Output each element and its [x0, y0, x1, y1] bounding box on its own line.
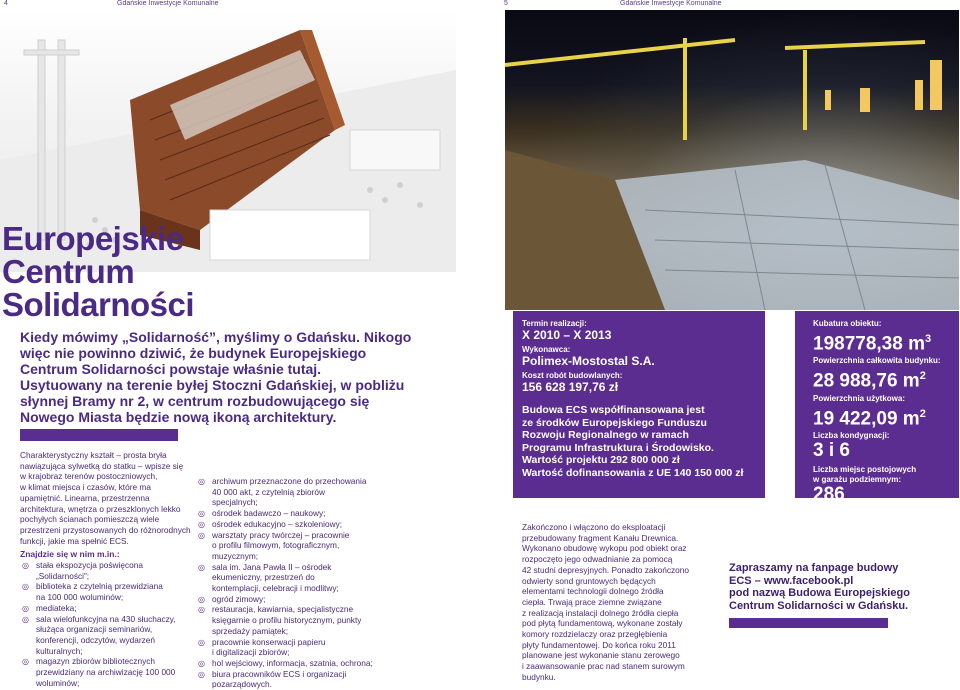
- lead-line: Nowego Miasta będzie nową ikoną architektury.: [20, 409, 337, 425]
- item-line: kontemplacji, celebracji i modlitwy;: [212, 583, 339, 594]
- lead-paragraph: [20, 329, 440, 425]
- fanpage-line: Zapraszamy na fanpage budowy: [729, 562, 899, 574]
- lead-line: więc nie powinno dziwić, że budynek Europejskiego: [20, 345, 367, 361]
- bullet-icon: ◎: [198, 519, 205, 529]
- text-line: z realizacją instalacji dolnego źródła ciepła: [522, 607, 679, 618]
- text-line: pochyłych ścianach pomieszczą wiele: [20, 514, 160, 525]
- bullet-icon: ◎: [198, 477, 205, 486]
- bullet-icon: ◎: [198, 637, 205, 647]
- bullet-icon: ◎: [198, 530, 205, 540]
- item-line: na 100 000 woluminów;: [36, 592, 124, 603]
- features-heading: Znajdzie się w nim m.in.:: [20, 549, 120, 559]
- text-line: w klimat miejsca i czasów, które ma: [20, 482, 151, 493]
- bullet-icon: ◎: [198, 658, 205, 668]
- list-item: [196, 604, 406, 636]
- item-line: stała ekspozycja poświęcona: [36, 560, 143, 570]
- text-line: elementami technologii dolnego źródła: [522, 586, 664, 597]
- list-item: [196, 658, 406, 669]
- item-line: mediateka;: [36, 602, 77, 613]
- list-item: [20, 560, 205, 581]
- bullet-icon: ◎: [22, 603, 29, 613]
- lead-line: Kiedy mówimy „Solidarność”, myślimy o Gdańsku. Nikogo: [20, 329, 412, 345]
- text-line: funkcji, jakie ma spełnić ECS.: [20, 535, 129, 546]
- parking-value: 286: [813, 483, 845, 505]
- funding-line: Wartość projektu 292 800 000 zł: [522, 454, 680, 466]
- item-line: 40 000 akt, z czytelnią zbiorów: [212, 486, 325, 497]
- progress-text: [522, 522, 722, 683]
- total-area-value: 28 988,76 m: [813, 370, 920, 392]
- term-value: X 2010 – X 2013: [522, 328, 612, 342]
- item-line: muzycznym;: [212, 550, 259, 561]
- text-line: i zaawansowanie prac nad stanem surowym: [522, 661, 685, 672]
- text-line: Zakończono i włączono do eksploatacji: [522, 522, 666, 532]
- bullet-icon: ◎: [22, 614, 29, 624]
- title-line: Europejskie: [2, 220, 184, 257]
- parking-label-1: Liczba miejsc postojowych: [813, 464, 917, 474]
- text-line: odwierty sond gruntowych będących: [522, 575, 656, 586]
- item-line: magazyn zbiorów bibliotecznych: [36, 656, 155, 667]
- bullet-icon: ◎: [198, 605, 205, 615]
- floors-label: Liczba kondygnacji:: [813, 430, 890, 440]
- text-line: płyty fundamentowej. Do końca roku 2011: [522, 639, 676, 650]
- item-line: specjalnych;: [212, 497, 258, 508]
- item-line: i digitalizacji zbiorów;: [212, 647, 290, 658]
- lead-line: Centrum Solidarności powstaje właśnie tutaj.: [20, 361, 322, 377]
- term-label: Termin realizacji:: [522, 319, 587, 328]
- item-line: księgarnie o profilu historycznym, punkty: [212, 615, 362, 626]
- item-line: pracownie konserwacji papieru: [212, 636, 326, 647]
- bullet-icon: ◎: [198, 594, 205, 604]
- floors-value: 3 i 6: [813, 439, 850, 461]
- description: [20, 450, 200, 546]
- total-area-label: Powierzchnia całkowita budynku:: [813, 356, 941, 366]
- item-line: ogród zimowy;: [212, 593, 266, 604]
- total-area-wrap: [813, 366, 959, 391]
- item-line: konferencji, odczytów, wydarzeń: [36, 634, 155, 645]
- text-line: nawiązująca sylwetką do statku – wpisze się: [20, 460, 184, 471]
- lead-line: słynnej Bramy nr 2, w centrum rozbudowującego się: [20, 393, 370, 409]
- volume-value-wrap: [813, 329, 959, 354]
- bullet-icon: ◎: [22, 657, 29, 667]
- funding-line: Budowa ECS współfinansowana jest: [522, 404, 705, 416]
- usable-area-label: Powierzchnia użytkowa:: [813, 393, 906, 403]
- funding-line: Rozwoju Regionalnego w ramach: [522, 429, 689, 441]
- contractor-value: Polimex-Mostostal S.A.: [522, 354, 655, 368]
- item-line: kulturalnych;: [36, 645, 83, 656]
- bullet-icon: ◎: [198, 562, 205, 572]
- volume-value: 198778,38 m: [813, 333, 925, 355]
- funding-line: Wartość dofinansowania z UE 140 150 000 zł: [522, 466, 744, 479]
- text-line: 42 studni depresyjnych. Ponadto zakończono: [522, 564, 689, 575]
- item-line: biblioteka z czytelnią przewidziana: [36, 581, 163, 592]
- list-item: [20, 603, 205, 614]
- funding-line: Programu Infrastruktura i Środowisko.: [522, 441, 714, 454]
- features-list-2: [196, 476, 406, 690]
- item-line: przewidziany na archiwizację 100 000: [36, 667, 176, 678]
- list-item: [20, 581, 205, 602]
- list-item: [196, 508, 406, 519]
- item-line: archiwum przeznaczone do przechowania: [212, 476, 367, 486]
- fanpage-line: Centrum Solidarności w Gdańsku.: [729, 599, 909, 612]
- title-line: Centrum: [2, 253, 135, 290]
- item-line: biura pracowników ECS i organizacji: [212, 668, 347, 679]
- text-line: upamiętnić. Linearna, przestrzenna: [20, 492, 150, 503]
- list-item: [20, 656, 205, 688]
- bullet-icon: ◎: [198, 669, 205, 679]
- list-item: [196, 562, 406, 594]
- text-line: Charakterystyczny kształt – prosta bryła: [20, 450, 167, 460]
- bullet-icon: ◎: [22, 582, 29, 592]
- list-item: [20, 614, 205, 657]
- text-line: architektura, wnętrza o przeszklonych lekko: [20, 503, 181, 514]
- item-line: sala im. Jana Pawła II – ośrodek: [212, 561, 332, 572]
- bullet-icon: ◎: [22, 561, 29, 570]
- cost-value: 156 628 197,76 zł: [522, 380, 619, 394]
- project-info-box: [513, 311, 765, 498]
- item-line: restauracja, kawiarnia, specjalistyczne: [212, 604, 354, 615]
- volume-label: Kubatura obiektu:: [813, 319, 882, 328]
- item-line: służąca organizacji seminariów,: [36, 624, 153, 635]
- text-line: komory rozdzielaczy oraz przegłębienia: [522, 629, 668, 640]
- article-title: [2, 222, 194, 321]
- text-line: Wykonano obudowę wykopu pod obiekt oraz: [522, 543, 687, 554]
- running-title-right: Gdańskie Inwestycje Komunalne: [620, 0, 722, 7]
- funding-text: [522, 404, 765, 479]
- funding-line: ze środków Europejskiego Funduszu: [522, 416, 707, 429]
- fanpage-line: pod nazwą Budowa Europejskiego: [729, 587, 910, 599]
- text-line: planowane jest wykonanie stanu zerowego: [522, 650, 680, 661]
- item-line: ośrodek edukacyjno – szkoleniowy;: [212, 518, 343, 529]
- cost-label: Koszt robót budowlanych:: [522, 371, 623, 380]
- list-item: [196, 530, 406, 562]
- title-line: Solidarności: [2, 286, 195, 323]
- bullet-icon: ◎: [198, 509, 205, 519]
- item-line: sprzedaży pamiątek;: [212, 625, 289, 636]
- item-line: ośrodek badawczo – naukowy;: [212, 508, 326, 519]
- list-item: [196, 669, 406, 690]
- text-line: budynku.: [522, 671, 556, 682]
- page-number-right: 5: [504, 0, 508, 7]
- lead-line: Usytuowany na terenie byłej Stoczni Gdańskiej, w pobliżu: [20, 377, 405, 393]
- list-item: [196, 594, 406, 605]
- item-line: sala wielofunkcyjna na 430 słuchaczy,: [36, 613, 176, 624]
- item-line: woluminów;: [36, 677, 80, 688]
- parking-label-2: w garażu podziemnym:: [813, 474, 902, 484]
- construction-illustration: [505, 10, 959, 310]
- list-item: [196, 476, 406, 508]
- text-line: pod płytą fundamentową, wykonane zostały: [522, 618, 683, 629]
- list-item: [196, 637, 406, 658]
- item-line: „Solidarności”;: [36, 570, 90, 581]
- volume-exp: 3: [925, 333, 932, 345]
- contractor-label: Wykonawca:: [522, 345, 571, 354]
- item-line: hol wejściowy, informacja, szatnia, ochrona;: [212, 657, 373, 668]
- fanpage-link[interactable]: ECS – www.facebook.pl: [729, 574, 854, 587]
- list-item: [196, 519, 406, 530]
- page-number-left: 4: [4, 0, 8, 7]
- usable-area-value: 19 422,09 m: [813, 407, 920, 429]
- usable-area-exp: 2: [919, 407, 926, 420]
- text-line: rozpoczęto jego odwadnianie za pomocą: [522, 554, 673, 565]
- construction-site-photo: [505, 10, 959, 310]
- text-line: przestrzeni przystosowanych do różnorodnych: [20, 524, 191, 535]
- total-area-exp: 2: [919, 370, 926, 383]
- fanpage-divider-bar: [729, 618, 888, 628]
- divider-bar: [20, 429, 178, 441]
- item-line: warsztaty pracy twórczej – pracownie: [212, 529, 350, 540]
- fanpage-invitation: [729, 562, 954, 612]
- usable-area-wrap: [813, 404, 959, 429]
- text-line: w krajobraz terenów postoczniowych,: [20, 471, 158, 482]
- text-line: przebudowany fragment Kanału Drewnica.: [522, 532, 679, 543]
- text-line: ciepła. Trwają prace ziemne związane: [522, 596, 662, 607]
- item-line: pozarządowych.: [212, 679, 272, 690]
- running-title-left: Gdańskie Inwestycje Komunalne: [117, 0, 219, 7]
- item-line: ekumeniczny, przestrzeń do: [212, 572, 315, 583]
- features-list-1: [20, 560, 205, 688]
- item-line: o profilu filmowym, fotograficznym,: [212, 540, 340, 551]
- stats-box: [795, 311, 959, 505]
